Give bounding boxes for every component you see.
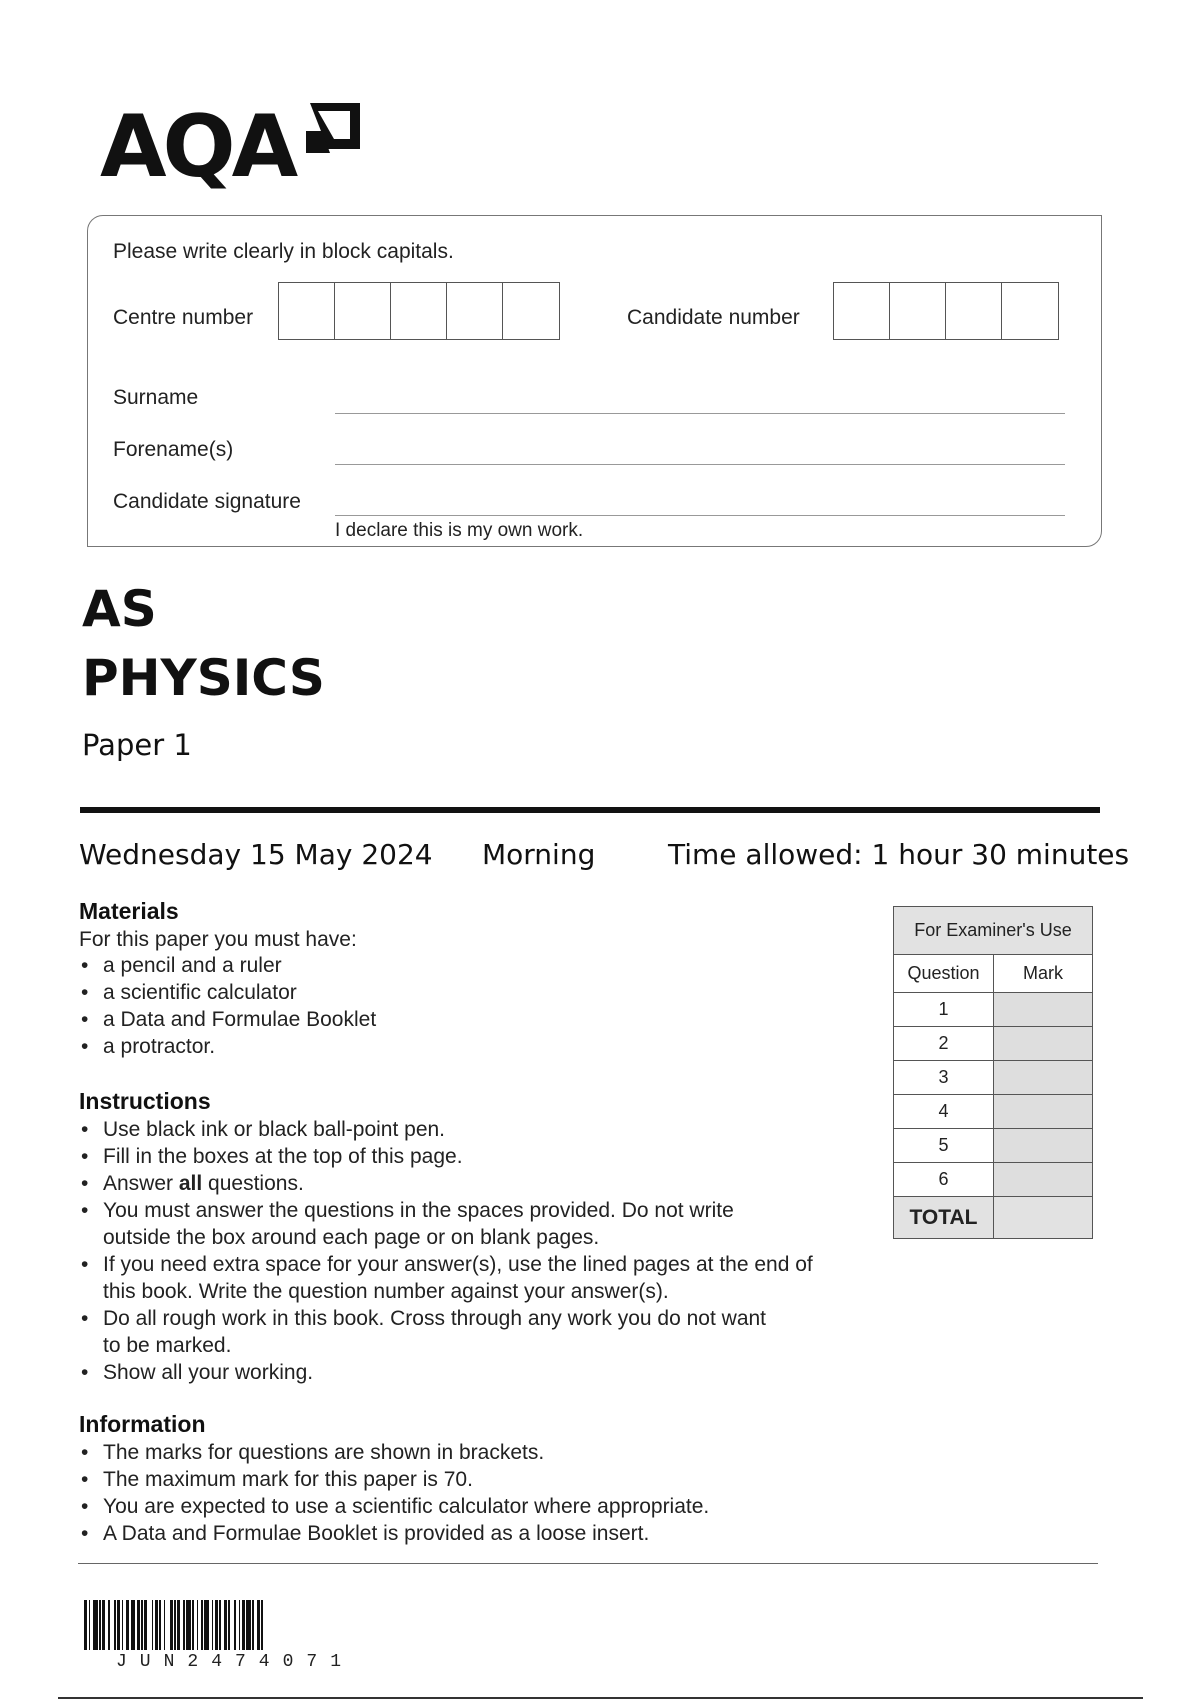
question-column-header: Question: [894, 955, 994, 993]
centre-number-label: Centre number: [113, 306, 254, 329]
question-number: 5: [894, 1129, 994, 1163]
forenames-label: Forename(s): [113, 438, 234, 461]
qualification-level: AS: [82, 580, 157, 638]
centre-number-digit[interactable]: [447, 283, 503, 339]
list-item: • A Data and Formulae Booklet is provided as a loose insert.: [79, 1520, 869, 1547]
time-allowed: Time allowed: 1 hour 30 minutes: [668, 838, 1130, 871]
answer-all-post: questions.: [202, 1172, 304, 1195]
forenames-field[interactable]: [335, 464, 1065, 465]
information-heading: Information: [79, 1411, 206, 1437]
centre-number-boxes[interactable]: [278, 282, 560, 340]
surname-label: Surname: [113, 386, 199, 409]
examiner-use-table: [893, 906, 1093, 1239]
candidate-number-digit[interactable]: [946, 283, 1002, 339]
list-item: • a pencil and a ruler: [79, 952, 779, 979]
surname-field[interactable]: [335, 413, 1065, 414]
mark-cell: [994, 993, 1093, 1027]
candidate-number-digit[interactable]: [1002, 283, 1058, 339]
page-bottom-rule: [58, 1697, 1143, 1699]
list-item-line: If you need extra space for your answer(s), use the lined pages at the end of: [103, 1253, 813, 1276]
list-item: • The marks for questions are shown in brackets.: [79, 1439, 869, 1466]
materials-heading: Materials: [79, 898, 179, 924]
mark-cell: [994, 1095, 1093, 1129]
subject-title: PHYSICS: [82, 649, 325, 707]
centre-number-digit[interactable]: [503, 283, 559, 339]
mark-cell: [994, 1027, 1093, 1061]
materials-intro: For this paper you must have:: [79, 928, 357, 951]
signature-label: Candidate signature: [113, 490, 301, 513]
paper-title: Paper 1: [82, 728, 192, 762]
list-item: [79, 1251, 869, 1278]
candidate-number-digit[interactable]: [890, 283, 946, 339]
candidate-number-digit[interactable]: [834, 283, 890, 339]
answer-all-pre: Answer: [103, 1172, 179, 1195]
list-item: • The maximum mark for this paper is 70.: [79, 1466, 869, 1493]
question-number: 4: [894, 1095, 994, 1129]
list-item-continuation: to be marked.: [103, 1334, 232, 1357]
list-item: [79, 1170, 869, 1197]
mark-cell: [994, 1163, 1093, 1197]
block-capitals-instruction: Please write clearly in block capitals.: [113, 240, 454, 263]
candidate-number-boxes[interactable]: [833, 282, 1059, 340]
question-number: 1: [894, 993, 994, 1027]
mark-column-header: Mark: [994, 955, 1093, 993]
centre-number-digit[interactable]: [279, 283, 335, 339]
list-item: • a protractor.: [79, 1033, 779, 1060]
question-number: 2: [894, 1027, 994, 1061]
instructions-list: [79, 1116, 869, 1386]
list-item-line: Do all rough work in this book. Cross through any work you do not want: [103, 1307, 767, 1330]
list-item: [79, 1305, 869, 1332]
list-item-continuation: outside the box around each page or on blank pages.: [103, 1226, 600, 1249]
centre-number-digit[interactable]: [391, 283, 447, 339]
exam-session: Morning: [482, 838, 596, 871]
materials-list: [79, 952, 779, 1060]
list-item: • Fill in the boxes at the top of this page.: [79, 1143, 869, 1170]
instructions-heading: Instructions: [79, 1088, 211, 1114]
list-item-line: You must answer the questions in the spaces provided. Do not write: [103, 1199, 734, 1222]
barcode-icon: [84, 1600, 381, 1650]
footer-divider: [78, 1563, 1098, 1564]
signature-field[interactable]: [335, 515, 1065, 516]
barcode-number: JUN2474071: [116, 1652, 355, 1672]
question-number: 3: [894, 1061, 994, 1095]
total-mark-cell: [994, 1197, 1093, 1239]
aqa-mark-icon: [304, 99, 362, 157]
exam-date: Wednesday 15 May 2024: [79, 838, 433, 871]
mark-cell: [994, 1061, 1093, 1095]
list-item: [79, 1197, 869, 1224]
barcode-bar: [263, 1600, 266, 1650]
list-item: • Show all your working.: [79, 1359, 869, 1386]
centre-number-digit[interactable]: [335, 283, 391, 339]
aqa-logo-text: AQA: [100, 97, 295, 197]
information-list: [79, 1439, 869, 1547]
list-item: • You are expected to use a scientific calculator where appropriate.: [79, 1493, 869, 1520]
list-item: • a Data and Formulae Booklet: [79, 1006, 779, 1033]
list-item-continuation: this book. Write the question number against your answer(s).: [103, 1280, 669, 1303]
question-number: 6: [894, 1163, 994, 1197]
candidate-number-label: Candidate number: [627, 306, 800, 329]
list-item: • a scientific calculator: [79, 979, 779, 1006]
mark-cell: [994, 1129, 1093, 1163]
list-item: • Use black ink or black ball-point pen.: [79, 1116, 869, 1143]
answer-all-bold: all: [178, 1172, 203, 1195]
examiner-table-title: For Examiner's Use: [894, 907, 1093, 955]
declaration-text: I declare this is my own work.: [335, 520, 584, 541]
header-divider: [80, 807, 1100, 813]
total-label: TOTAL: [894, 1197, 994, 1239]
